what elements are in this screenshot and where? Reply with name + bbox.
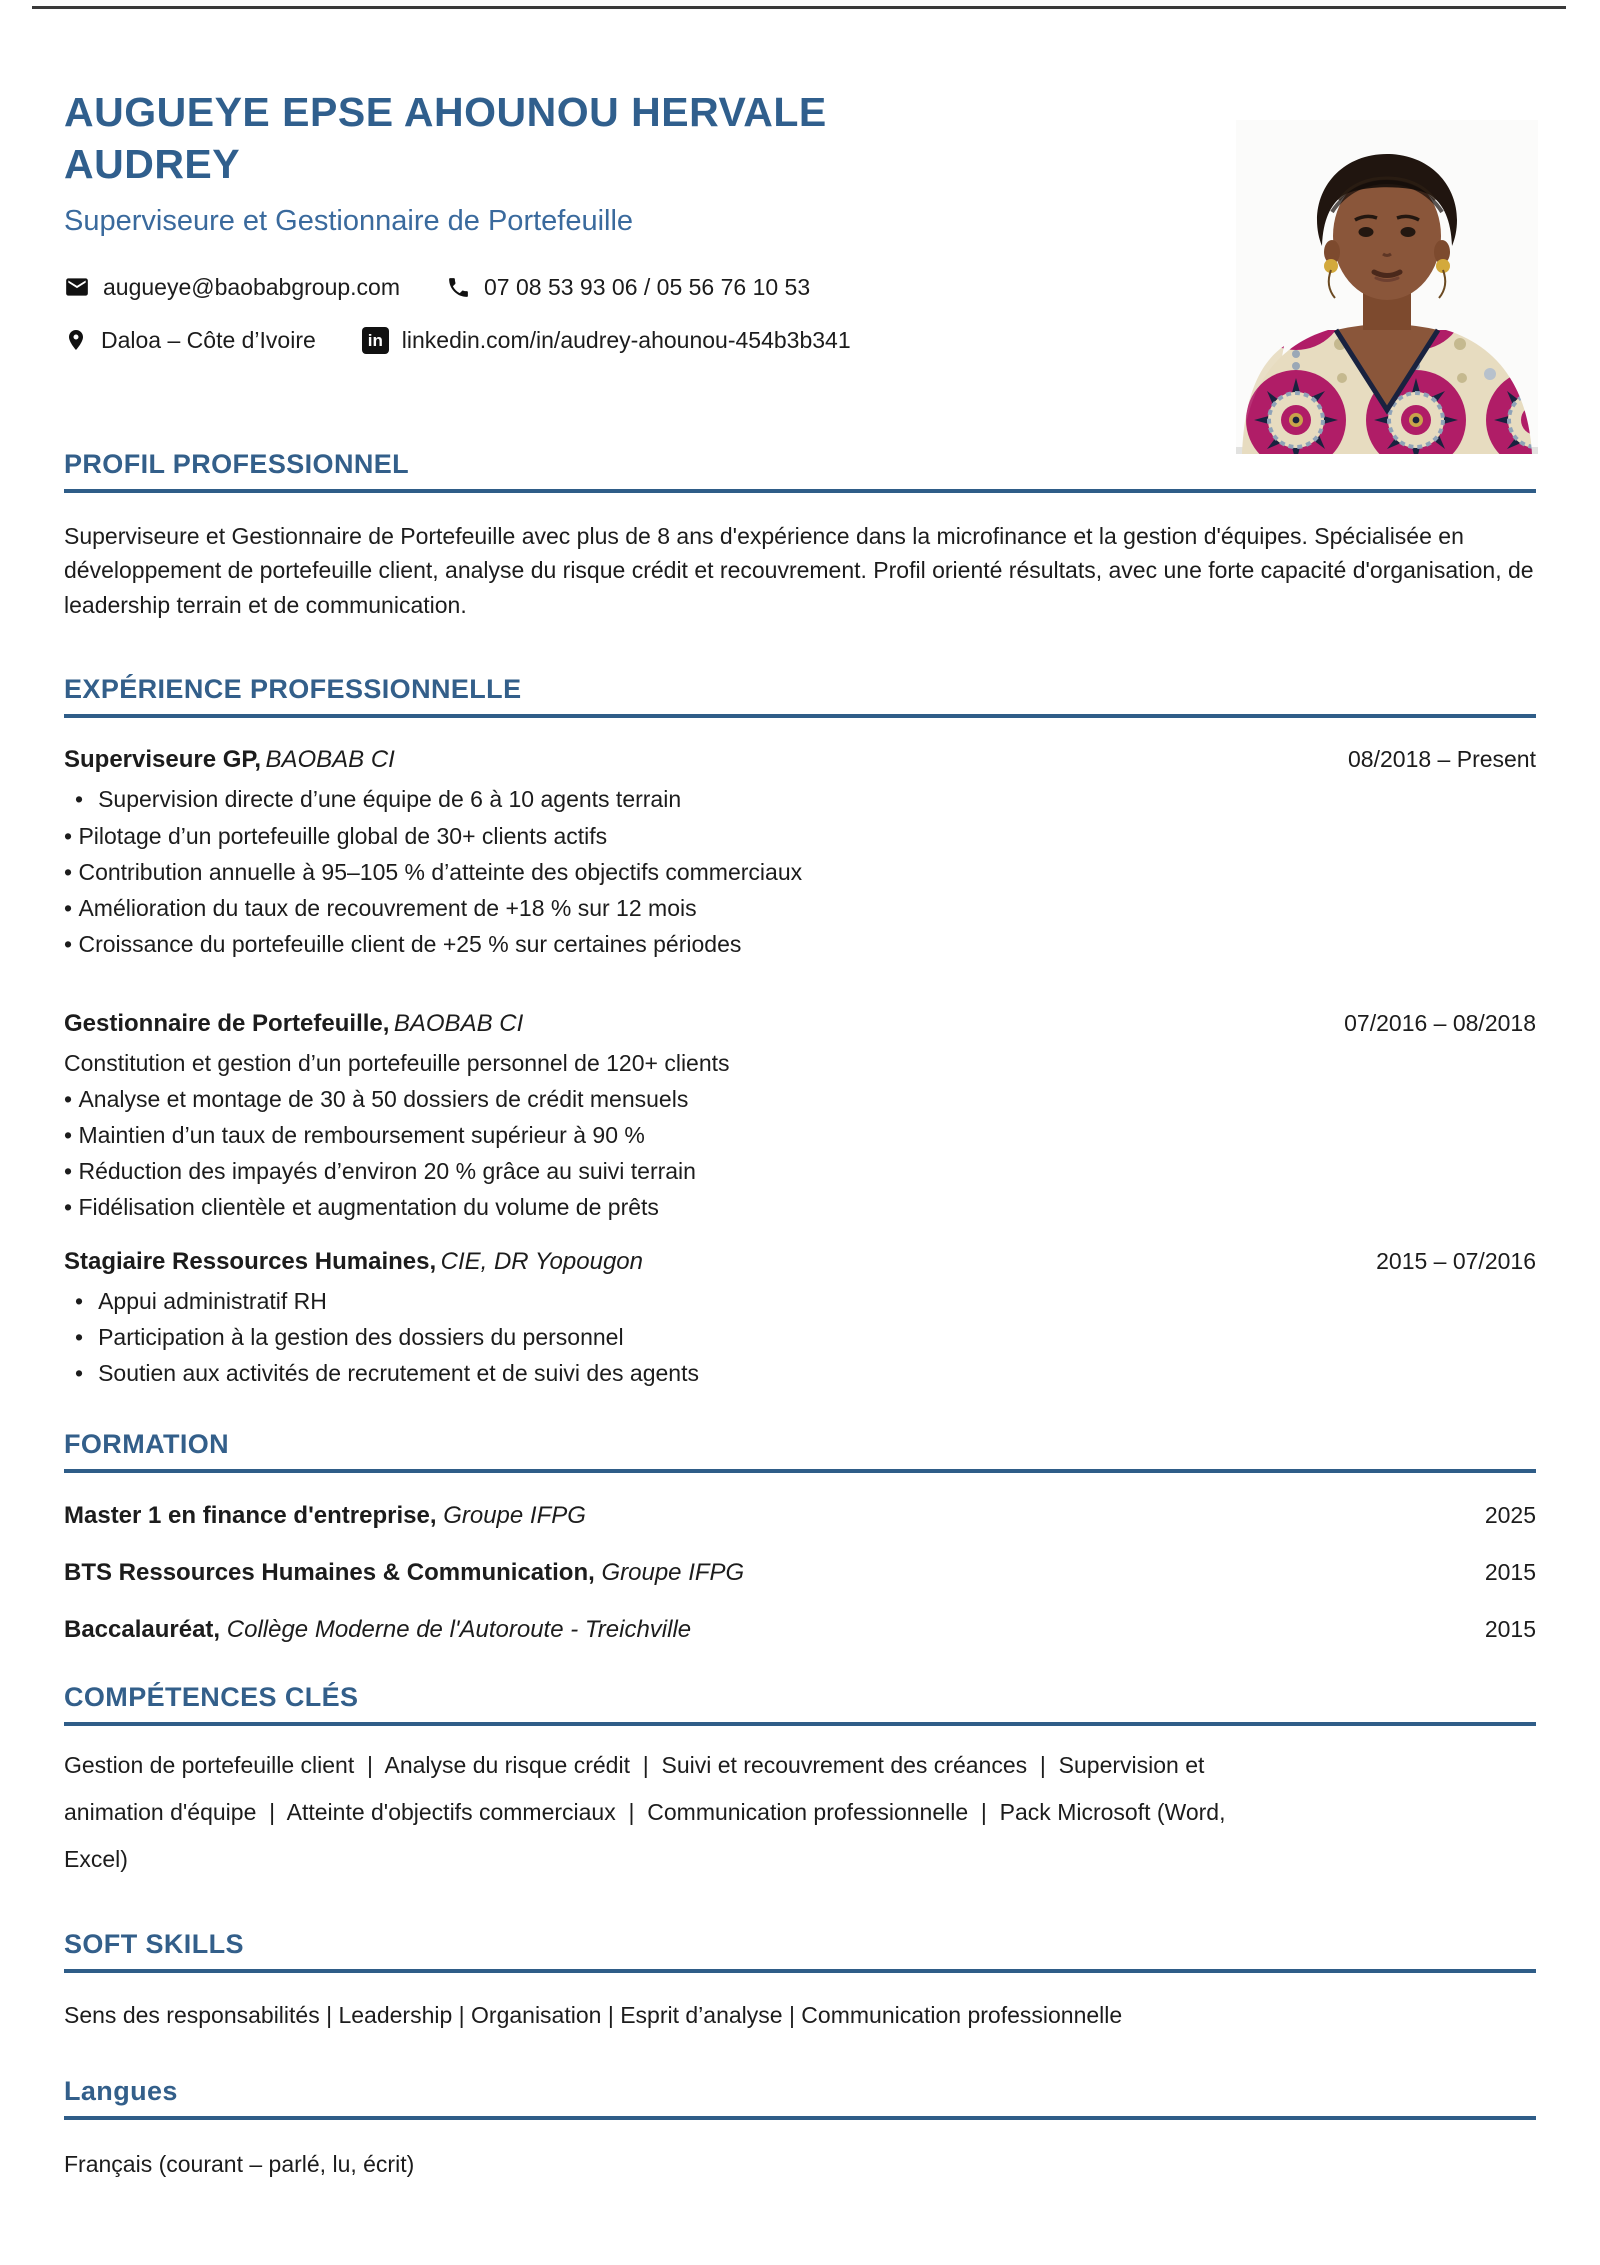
job-title bbox=[64, 1248, 643, 1276]
job-bullets bbox=[64, 781, 1536, 962]
job-bullet: • Appui administratif RH bbox=[64, 1283, 1536, 1319]
education-heading: FORMATION bbox=[64, 1429, 1536, 1473]
education-title bbox=[64, 1559, 744, 1587]
section-languages bbox=[64, 2076, 1536, 2183]
job-intro: Constitution et gestion d’un portefeuille personnel de 120+ clients bbox=[64, 1049, 730, 1076]
job-dates: 2015 – 07/2016 bbox=[1376, 1247, 1536, 1274]
job-bullets bbox=[64, 1045, 1536, 1226]
school: Groupe IFPG bbox=[443, 1501, 586, 1529]
job-company: BAOBAB CI bbox=[393, 1009, 524, 1037]
section-education bbox=[64, 1429, 1536, 1644]
job-role: Gestionnaire de Portefeuille, bbox=[64, 1009, 390, 1037]
degree: Master 1 en finance d'entreprise, bbox=[64, 1501, 437, 1529]
job-company: CIE, DR Yopougon bbox=[440, 1247, 643, 1275]
profile-text: Superviseure et Gestionnaire de Portefeuille avec plus de 8 ans d'expérience dans la microfinance et la gestion d'équipes. Spécialisée en développement de portefeuille client, analyse du risque crédit et recouvrement. Profil orienté résultats, avec une forte capacité d'organisation, de leadership terrain et de communication. bbox=[64, 522, 1534, 618]
profile-heading: PROFIL PROFESSIONNEL bbox=[64, 449, 1536, 493]
job-role: Superviseure GP, bbox=[64, 746, 261, 774]
person-headline: Superviseure et Gestionnaire de Portefeuille bbox=[64, 204, 634, 237]
job-bullet: • Contribution annuelle à 95–105 % d’atteinte des objectifs commerciaux bbox=[64, 854, 1536, 890]
job-head bbox=[64, 746, 1536, 774]
linkedin-text: linkedin.com/in/audrey-ahounou-454b3b341 bbox=[401, 326, 851, 353]
key-skills-heading: COMPÉTENCES CLÉS bbox=[64, 1682, 1536, 1726]
graduation-year: 2015 bbox=[1484, 1615, 1536, 1642]
experience-heading: EXPÉRIENCE PROFESSIONNELLE bbox=[64, 674, 1536, 718]
degree: Baccalauréat, bbox=[64, 1615, 221, 1643]
section-profile bbox=[64, 449, 1536, 623]
linkedin-icon: in bbox=[362, 327, 389, 354]
email-link[interactable] bbox=[64, 274, 400, 301]
job-company: BAOBAB CI bbox=[265, 746, 395, 774]
job-head bbox=[64, 1010, 1536, 1038]
phone-text: 07 08 53 93 06 / 05 56 76 10 53 bbox=[484, 273, 811, 300]
linkedin-link[interactable] bbox=[362, 327, 851, 354]
languages-list: Français (courant – parlé, lu, écrit) bbox=[64, 2151, 415, 2178]
job-bullet: • Fidélisation clientèle et augmentation du volume de prêts bbox=[64, 1189, 1536, 1225]
job-bullet: • Réduction des impayés d’environ 20 % grâce au suivi terrain bbox=[64, 1153, 1536, 1189]
job-entry bbox=[64, 1248, 1536, 1391]
job-bullet: • Supervision directe d’une équipe de 6 à 10 agents terrain bbox=[64, 781, 1536, 817]
job-role: Stagiaire Ressources Humaines, bbox=[64, 1247, 437, 1275]
job-bullet: • Amélioration du taux de recouvrement de +18 % sur 12 mois bbox=[64, 890, 1536, 926]
job-entry bbox=[64, 746, 1536, 962]
job-head bbox=[64, 1248, 1536, 1276]
job-title bbox=[64, 746, 395, 774]
education-row bbox=[64, 1559, 1536, 1587]
phone-link[interactable] bbox=[446, 274, 810, 301]
soft-skills-heading: SOFT SKILLS bbox=[64, 1929, 1536, 1973]
school: Collège Moderne de l'Autoroute - Treichville bbox=[226, 1615, 692, 1643]
job-entry bbox=[64, 1010, 1536, 1226]
job-bullet: • Participation à la gestion des dossiers du personnel bbox=[64, 1319, 1536, 1355]
education-row bbox=[64, 1616, 1536, 1644]
key-skills-list: Gestion de portefeuille client | Analyse du risque crédit | Suivi et recouvrement des créances | Supervision et animation d'équipe | Atteinte d'objectifs commerciaux | Communication professionnelle | Pack Microsoft (Word, Excel) bbox=[64, 1751, 1226, 1873]
map-pin-icon bbox=[64, 327, 88, 353]
section-key-skills bbox=[64, 1682, 1536, 1883]
email-text: augueye@baobabgroup.com bbox=[103, 273, 401, 300]
soft-skills-list: Sens des responsabilités | Leadership | Organisation | Esprit d’analyse | Communication professionnelle bbox=[64, 2002, 1123, 2029]
job-bullet: • Soutien aux activités de recrutement et de suivi des agents bbox=[64, 1355, 1536, 1391]
person-name: AUGUEYE EPSE AHOUNOU HERVALE AUDREY bbox=[64, 89, 827, 188]
job-bullet: • Maintien d’un taux de remboursement supérieur à 90 % bbox=[64, 1117, 1536, 1153]
job-title bbox=[64, 1010, 523, 1038]
page-top-divider bbox=[32, 6, 1566, 9]
graduation-year: 2015 bbox=[1484, 1558, 1536, 1585]
location-item bbox=[64, 327, 316, 354]
job-dates: 08/2018 – Present bbox=[1348, 746, 1536, 773]
job-bullet: • Analyse et montage de 30 à 50 dossiers de crédit mensuels bbox=[64, 1081, 1536, 1117]
education-title bbox=[64, 1616, 691, 1644]
location-text: Daloa – Côte d’Ivoire bbox=[101, 326, 316, 353]
section-experience bbox=[64, 674, 1536, 1390]
job-dates: 07/2016 – 08/2018 bbox=[1344, 1009, 1536, 1036]
envelope-icon bbox=[64, 274, 90, 300]
phone-icon bbox=[446, 275, 471, 300]
education-title bbox=[64, 1502, 586, 1530]
education-row bbox=[64, 1502, 1536, 1530]
school: Groupe IFPG bbox=[601, 1558, 745, 1586]
job-bullet: • Croissance du portefeuille client de +25 % sur certaines périodes bbox=[64, 926, 1536, 962]
section-soft-skills bbox=[64, 1929, 1536, 2034]
graduation-year: 2025 bbox=[1484, 1501, 1536, 1528]
job-bullets bbox=[64, 1283, 1536, 1391]
job-bullet: • Pilotage d’un portefeuille global de 30+ clients actifs bbox=[64, 818, 1536, 854]
degree: BTS Ressources Humaines & Communication, bbox=[64, 1558, 595, 1586]
profile-photo bbox=[1236, 120, 1538, 454]
languages-heading: Langues bbox=[64, 2076, 1536, 2120]
